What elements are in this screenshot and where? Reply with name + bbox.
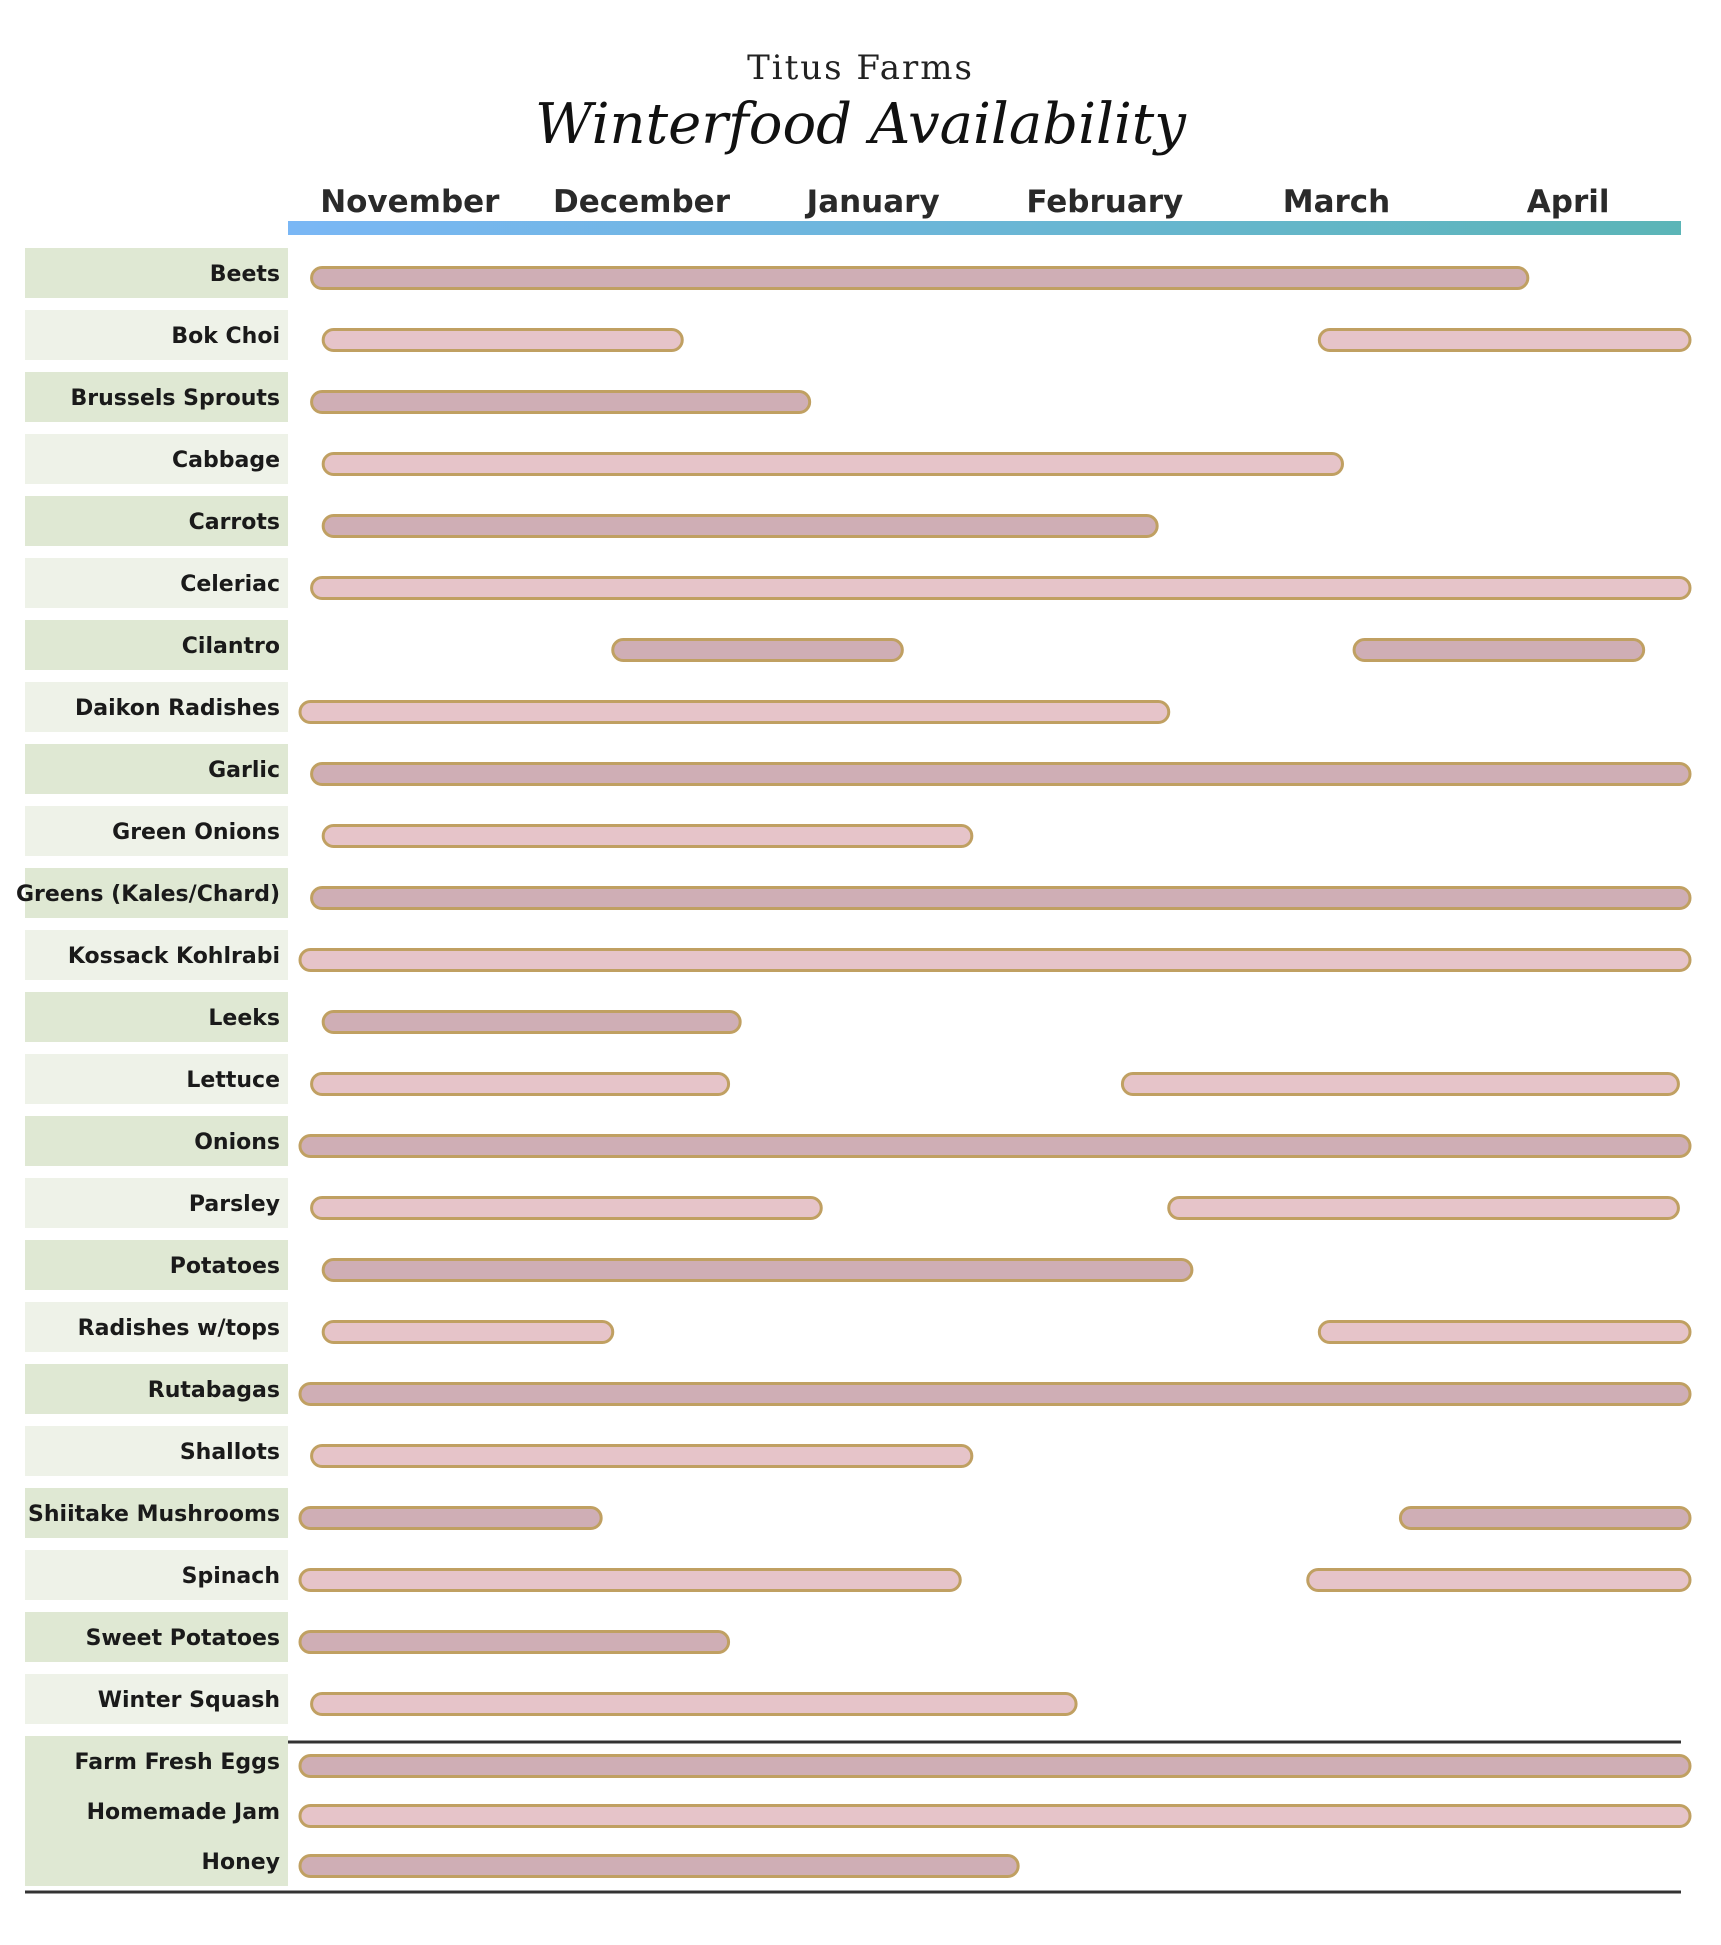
chart-row <box>25 1364 1690 1414</box>
availability-bar <box>312 764 1690 785</box>
row-label: Potatoes <box>169 1254 280 1279</box>
availability-bar <box>300 1632 729 1653</box>
month-label-december: December <box>553 184 730 220</box>
chart-row <box>25 1116 1690 1166</box>
chart-row <box>25 1674 1076 1724</box>
availability-bar <box>323 1322 613 1343</box>
month-label-february: February <box>1026 184 1184 220</box>
chart-row <box>25 1786 1690 1836</box>
row-label: Parsley <box>188 1192 280 1217</box>
month-label-january: January <box>806 184 940 220</box>
row-label: Honey <box>201 1850 280 1875</box>
row-label: Garlic <box>208 758 280 783</box>
availability-bar <box>312 392 810 413</box>
chart-row <box>25 496 1157 546</box>
chart-row <box>25 1302 1690 1352</box>
row-label: Farm Fresh Eggs <box>74 1750 280 1775</box>
availability-bar <box>300 950 1690 971</box>
page-title: Winterfood Availability <box>535 92 1186 157</box>
month-axis-bar <box>288 221 1681 235</box>
row-label: Radishes w/tops <box>77 1316 280 1341</box>
availability-bar <box>312 268 1528 289</box>
row-label: Lettuce <box>186 1068 280 1093</box>
row-label: Greens (Kales/Chard) <box>15 882 280 907</box>
availability-bar <box>300 1756 1690 1777</box>
chart-row <box>25 1426 972 1476</box>
month-label-november: November <box>320 184 500 220</box>
chart-row <box>25 558 1690 608</box>
chart-row <box>25 372 810 422</box>
availability-bar <box>1169 1198 1679 1219</box>
availability-bar <box>1319 330 1690 351</box>
row-label: Carrots <box>188 510 280 535</box>
availability-bar <box>300 1806 1690 1827</box>
chart-row <box>25 434 1343 484</box>
availability-bar <box>312 578 1690 599</box>
row-label: Sweet Potatoes <box>85 1626 280 1651</box>
availability-bar <box>323 1260 1192 1281</box>
chart-row <box>25 806 972 856</box>
row-label: Winter Squash <box>97 1688 280 1713</box>
availability-bar <box>312 888 1690 909</box>
chart-row <box>25 1836 1018 1886</box>
row-label: Beets <box>209 262 280 287</box>
availability-bar <box>323 454 1342 475</box>
chart-row <box>25 1054 1678 1104</box>
availability-bar <box>323 826 972 847</box>
row-label: Bok Choi <box>171 324 280 349</box>
availability-bar <box>300 1570 960 1591</box>
month-axis <box>288 184 1681 235</box>
chart-row <box>25 682 1169 732</box>
row-label: Homemade Jam <box>86 1800 280 1825</box>
availability-bar <box>1400 1508 1690 1529</box>
row-label: Onions <box>194 1130 280 1155</box>
row-label: Cabbage <box>171 448 280 473</box>
availability-bar <box>323 516 1157 537</box>
row-label: Leeks <box>208 1006 280 1031</box>
availability-bar <box>300 1136 1690 1157</box>
chart-row <box>25 930 1690 980</box>
month-label-march: March <box>1282 184 1391 220</box>
chart-row <box>25 1488 1690 1538</box>
availability-bar <box>613 640 903 661</box>
availability-bar <box>1308 1570 1690 1591</box>
month-label-april: April <box>1526 184 1610 220</box>
chart-row <box>25 620 1644 670</box>
chart-row <box>25 1550 1690 1600</box>
availability-bar <box>312 1198 822 1219</box>
availability-bar <box>323 1012 740 1033</box>
row-label: Daikon Radishes <box>75 696 280 721</box>
availability-bar <box>312 1694 1077 1715</box>
row-label: Rutabagas <box>147 1378 280 1403</box>
row-label: Kossack Kohlrabi <box>67 944 280 969</box>
availability-bar <box>300 1384 1690 1405</box>
chart-row <box>25 310 1690 360</box>
availability-bar <box>312 1446 972 1467</box>
chart-row <box>25 1612 729 1662</box>
row-label: Brussels Sprouts <box>70 386 280 411</box>
chart-row <box>25 744 1690 794</box>
chart-row <box>16 868 1690 918</box>
availability-bar <box>323 330 682 351</box>
brand-name: Titus Farms <box>747 48 974 88</box>
row-label: Spinach <box>181 1564 280 1589</box>
chart-rows <box>16 248 1690 1892</box>
availability-bar <box>1122 1074 1678 1095</box>
chart-row <box>25 992 740 1042</box>
chart-row <box>25 1240 1192 1290</box>
availability-bar <box>312 1074 729 1095</box>
availability-bar <box>1354 640 1644 661</box>
availability-bar <box>300 702 1169 723</box>
availability-bar <box>1319 1322 1690 1343</box>
row-label: Celeriac <box>180 572 280 597</box>
chart-row <box>25 1178 1678 1228</box>
row-label: Shallots <box>179 1440 280 1465</box>
chart-row <box>25 248 1528 298</box>
row-label: Cilantro <box>181 634 280 659</box>
row-label: Green Onions <box>112 820 280 845</box>
availability-bar <box>300 1508 601 1529</box>
row-label: Shiitake Mushrooms <box>28 1502 280 1527</box>
availability-bar <box>300 1856 1018 1877</box>
